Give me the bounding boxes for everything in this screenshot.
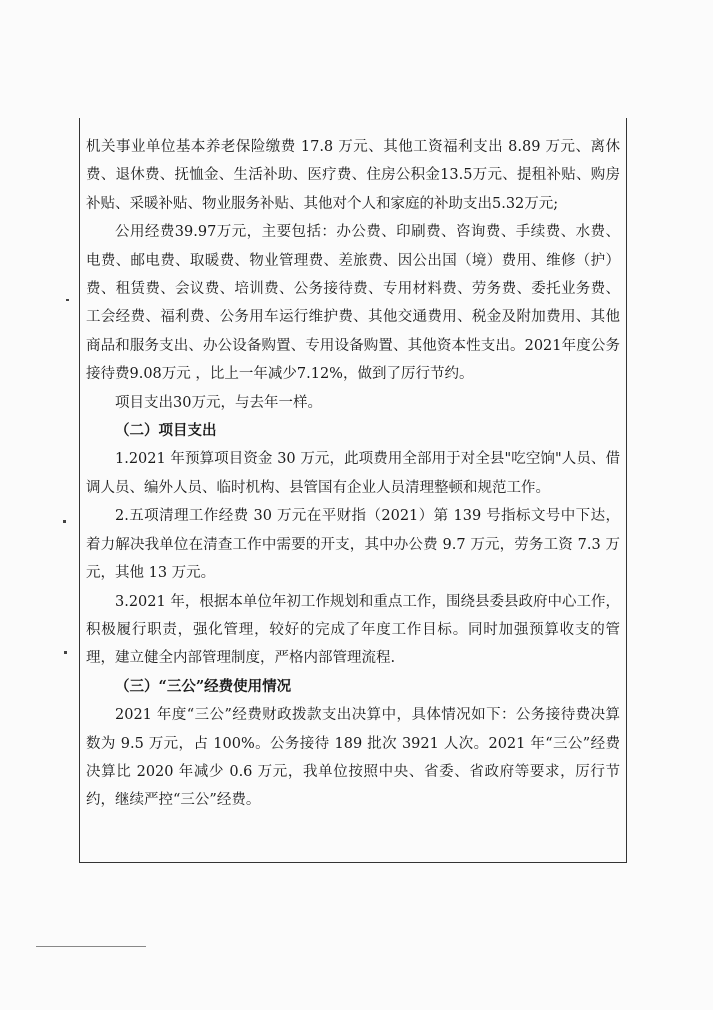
paragraph-public-expenses: 公用经费39.97万元，主要包括：办公费、印刷费、咨询费、手续费、水费、电费、邮电费、取暖费、物业管理费、差旅费、因公出国（境）费用、维修（护）费、租赁费、会议费、培训费、公务接待费、专用材料费、劳务费、委托业务费、工会经费、福利费、公务用车运行维护费、其他交通费用、税金及附加费用、其他商品和服务支出、办公设备购置、专用设备购置、其他资本性支出。2021年度公务接待费9.08万元 ，比上一年减少7.12%，做到了厉行节约。 <box>86 224 620 383</box>
scan-mark <box>66 299 69 301</box>
paragraph-project-expenses-summary: 项目支出30万元，与去年一样。 <box>115 394 322 411</box>
document-body <box>86 133 620 815</box>
footer-line <box>36 946 146 947</box>
scan-mark <box>63 520 66 523</box>
paragraph-three-public-expenses: 2021 年度“三公”经费财政拨款支出决算中，具体情况如下：公务接待费决算数为 9.5 万元，占 100%。公务接待 189 批次 3921 人次。2021 年“三公”经费决算比 2020 年减少 0.6 万元，我单位按照中央、省委、省政府等要求，厉行节约，继续严控“三公”经费。 <box>86 707 620 809</box>
paragraph-personnel-expenses-continued: 机关事业单位基本养老保险缴费 17.8 万元、其他工资福利支出 8.89 万元、离休费、退休费、抚恤金、生活补助、医疗费、住房公积金13.5万元、提租补贴、购房补贴、采暖补贴、物业服务补贴、其他对个人和家庭的补助支出5.32万元; <box>86 139 620 212</box>
paragraph-project-item-1: 1.2021 年预算项目资金 30 万元，此项费用全部用于对全县"吃空饷"人员、借调人员、编外人员、临时机构、县管国有企业人员清理整顿和规范工作。 <box>86 451 620 496</box>
section-heading-three-public-expenses: （三）“三公”经费使用情况 <box>115 677 292 695</box>
paragraph-project-item-2: 2.五项清理工作经费 30 万元在平财指（2021）第 139 号指标文号中下达，着力解决我单位在清查工作中需要的开支，其中办公费 9.7 万元，劳务工资 7.3 万元，其他 13 万元。 <box>86 508 620 582</box>
section-heading-project-expenses: （二）项目支出 <box>115 422 217 440</box>
scan-mark <box>64 651 67 654</box>
paragraph-project-item-3: 3.2021 年，根据本单位年初工作规划和重点工作，围绕县委县政府中心工作，积极履行职责，强化管理，较好的完成了年度工作目标。同时加强预算收支的管理，建立健全内部管理制度，严格内部管理流程. <box>86 593 620 667</box>
